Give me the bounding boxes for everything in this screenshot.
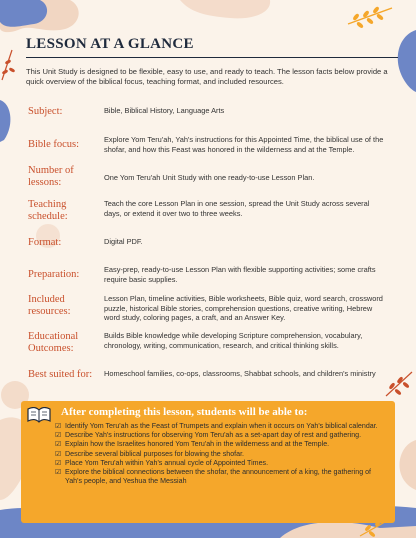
fact-value: Explore Yom Teru'ah, Yah's instructions for this Appointed Time, the biblical use of the shofar, and how this Feast was honored in the wilderness and at the Temple. bbox=[104, 135, 384, 154]
fact-label: Preparation: bbox=[28, 269, 80, 280]
checkmark-icon: ☑ bbox=[55, 459, 62, 467]
fact-value: Easy-prep, ready-to-use Lesson Plan with flexible supporting activities; some crafts require basic supplies. bbox=[104, 265, 376, 284]
fact-label: Educational Outcomes: bbox=[28, 331, 79, 354]
fact-label: Best suited for: bbox=[28, 369, 93, 380]
outcomes-list bbox=[55, 422, 389, 486]
checkmark-icon: ☑ bbox=[55, 450, 62, 458]
outcome-item: ☑ Explain how the Israelites honored Yom Teru'ah in the wilderness and at the Temple. bbox=[55, 440, 330, 449]
checkmark-icon: ☑ bbox=[55, 469, 62, 477]
outcomes-title: After completing this lesson, students will be able to: bbox=[61, 406, 308, 418]
fact-value: Digital PDF. bbox=[104, 237, 143, 246]
fact-value: Homeschool families, co-ops, classrooms, Shabbat schools, and children's ministry bbox=[104, 369, 376, 378]
fact-label: Bible focus: bbox=[28, 139, 80, 150]
fact-value: Lesson Plan, timeline activities, Bible worksheets, Bible quiz, word search, crossword puzzle, historical Bible stories, comprehension questions, creative writing, Hebrew word study, coloring pages, a craft, and an Answer Key. bbox=[104, 294, 383, 323]
outcome-item: ☑ Identify Yom Teru'ah as the Feast of Trumpets and explain when it occurs on Yah's biblical calendar. bbox=[55, 422, 378, 430]
intro-paragraph: This Unit Study is designed to be flexible, easy to use, and ready to teach. The lesson facts below provide a quick overview of the biblical focus, teaching format, and included resources. bbox=[26, 67, 388, 86]
fact-label: Number of lessons: bbox=[28, 165, 74, 188]
checkmark-icon: ☑ bbox=[55, 423, 62, 430]
fact-label: Included resources: bbox=[28, 294, 71, 317]
fact-label: Format: bbox=[28, 237, 62, 248]
outcome-item: ☑ Describe Yah's instructions for observing Yom Teru'ah as a set-apart day of rest and gathering. bbox=[55, 431, 362, 440]
fact-value: Builds Bible knowledge while developing Scripture comprehension, vocabulary, chronology, writing, communication, research, and critical thinking skills. bbox=[104, 331, 363, 350]
fact-value: Teach the core Lesson Plan in one session, spread the Unit Study across several days, or extend it over two to three weeks. bbox=[104, 199, 370, 218]
fact-label: Teaching schedule: bbox=[28, 199, 68, 222]
page-title: LESSON AT A GLANCE bbox=[26, 36, 194, 52]
learning-outcomes-box bbox=[21, 401, 395, 523]
checkmark-icon: ☑ bbox=[55, 441, 62, 449]
checkmark-icon: ☑ bbox=[55, 432, 62, 440]
fact-value: Bible, Biblical History, Language Arts bbox=[104, 106, 225, 115]
fact-label: Subject: bbox=[28, 106, 63, 117]
outcome-item: ☑ Place Yom Teru'ah within Yah's annual cycle of Appointed Times. bbox=[55, 458, 269, 467]
open-book-icon bbox=[27, 407, 51, 423]
outcome-item: ☑ Describe several biblical purposes for blowing the shofar. bbox=[55, 449, 245, 458]
fact-value: One Yom Teru'ah Unit Study with one ready-to-use Lesson Plan. bbox=[104, 173, 315, 182]
outcome-item: ☑ Explore the biblical connections between the shofar, the announcement of a king, the gathering of Yah's people, and Yeshua the Messiah bbox=[55, 468, 372, 486]
